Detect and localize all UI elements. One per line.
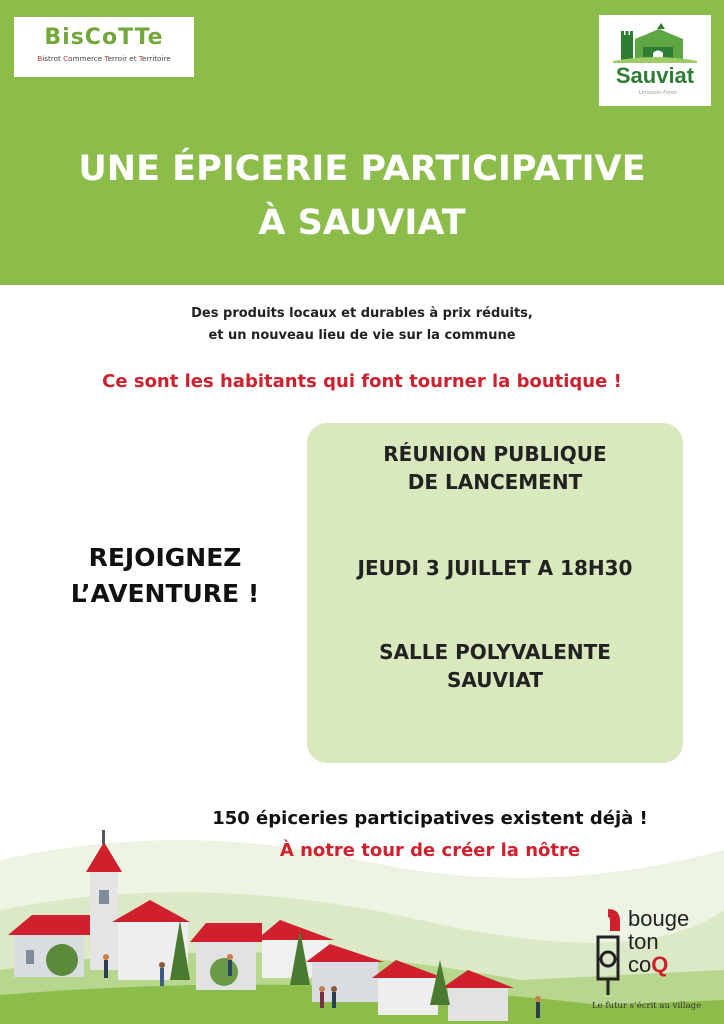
header-banner <box>0 0 724 285</box>
title-line-1: UNE ÉPICERIE PARTICIPATIVE <box>78 149 646 189</box>
biscotte-logo-name: BisCoTTe <box>44 25 164 50</box>
bouge-word: bouge <box>628 906 690 931</box>
castle-icon <box>613 23 697 63</box>
intro-line-1: Des produits locaux et durables à prix réduits, <box>191 306 533 321</box>
biscotte-logo <box>14 17 194 77</box>
sauviat-logo <box>599 15 711 106</box>
tagline: Ce sont les habitants qui font tourner la boutique ! <box>102 371 622 392</box>
coq-word: coQ <box>628 952 669 977</box>
event-heading-line-1: RÉUNION PUBLIQUE <box>383 442 607 466</box>
event-date: JEUDI 3 JUILLET A 18H30 <box>357 556 633 580</box>
event-heading-line-2: DE LANCEMENT <box>407 470 583 494</box>
event-venue-line-1: SALLE POLYVALENTE <box>379 640 611 664</box>
cta-line-1: REJOIGNEZ <box>88 543 242 572</box>
bouge-ton-coq-words <box>628 907 689 976</box>
intro-text <box>0 303 724 347</box>
bouge-ton-coq-logo <box>590 905 714 1015</box>
slogan-text: À notre tour de créer la nôtre <box>279 840 581 861</box>
coq-icon <box>590 907 626 997</box>
intro-line-2: et un nouveau lieu de vie sur la commune <box>208 328 516 343</box>
bouge-ton-coq-tagline: Le futur s’écrit au village <box>592 1001 702 1011</box>
sauviat-logo-subtitle: Limousin-Forez <box>639 90 677 96</box>
event-venue-line-2: SAUVIAT <box>447 668 543 692</box>
event-info-box <box>307 423 683 763</box>
biscotte-logo-subtitle: Bistrot Commerce Terroir et Territoire <box>37 54 171 63</box>
title-line-2: À SAUVIAT <box>258 203 466 243</box>
page-title <box>0 142 724 250</box>
ton-word: ton <box>628 929 659 954</box>
sauviat-logo-name: Sauviat <box>615 63 695 88</box>
call-to-action <box>40 540 290 612</box>
cta-line-2: L’AVENTURE ! <box>70 579 260 608</box>
stat-text: 150 épiceries participatives existent déjà ! <box>212 808 648 829</box>
